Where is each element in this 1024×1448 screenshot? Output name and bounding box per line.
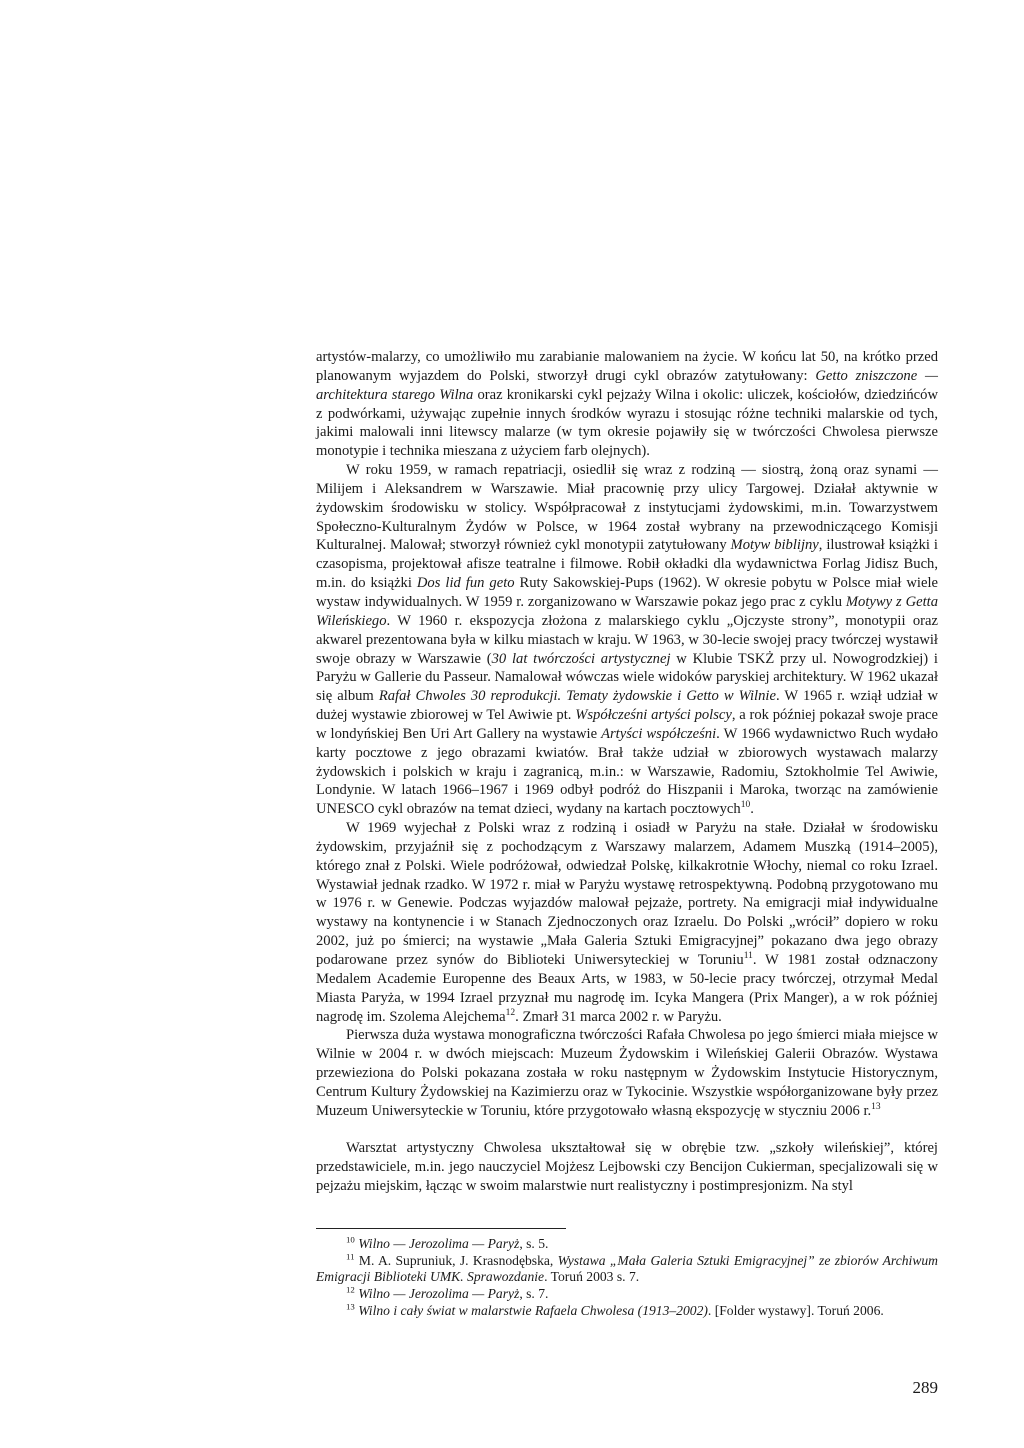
italic-title: Dos lid fun geto xyxy=(416,575,515,592)
text-run: , s. 5. xyxy=(519,1236,549,1251)
text-run: W 1969 wyjechał z Polski wraz z rodziną i osiadł w Paryżu na stałe. Działał w środowisku żydowskim, przyjaźnił się z pochodzącym z Warszawy malarzem, Adamem Muszką (1914–2005), którego znał z Polski. Wiele podróżował, odwiedzał Polskę, kilkakrotnie Włochy, niemal co roku Izrael. Wystawiał jednak rzadko. W 1972 r. miał w Paryżu wystawę retrospektywną. Podobną przygotowano mu w 1976 r. w Genewie. Podczas wyjazdów malował pejzaże, portrety. Na emigracji miał indywidualne wystawy na kontynencie i w Stanach Zjednoczonych oraz Izraelu. Do Polski „wrócił” dopiero w roku 2002, już po śmierci; na wystawie „Mała Galeria Sztuki Emigracyjnej” pokazano dwa jego obrazy podarowane przez synów do Biblioteki Uniwersyteckiej w Toruniu xyxy=(316,820,938,968)
text-run: . W 1981 został odznaczony Medalem Academie Europenne des Beaux Arts, w 1983, w 50-lecie pracy twórczej, otrzymał Medal Miasta Paryża, w 1994 Izrael przyznał mu nagrodę im. Icyka Mangera (Prix Manger), a w rok później nagrodę im. Szolema Alejchema xyxy=(316,952,938,1025)
footnotes xyxy=(316,1236,938,1320)
body-text xyxy=(316,348,938,1196)
paragraph xyxy=(316,1026,938,1120)
text-run: W roku 1959, w ramach repatriacji, osiedlił się wraz z rodziną — siostrą, żoną oraz synami — Milijem i Aleksandrem w Warszawie. Miał pracownię przy ulicy Targowej. Działał aktywnie w żydowskim środowisku w stolicy. Współpracował z instytucjami żydowskimi, m.in. Towarzystwem Społeczno-Kulturalnym Żydów w Polsce, w 1964 został wybrany na przewodniczącego Komisji Kulturalnej. Malował; stworzył również cykl monotypii zatytułowany xyxy=(316,462,938,554)
footnote xyxy=(316,1303,938,1320)
italic-title: Wystawa „Mała Galeria Sztuki Emigracyjnej” ze zbiorów Archiwum Emigracji Biblioteki UMK. Sprawozdanie xyxy=(316,1252,938,1285)
text-run: , ilustrował książki i czasopisma, projektował afisze teatralne i filmowe. Robił okładki dla wydawnictwa Forlag Jidisz Buch, m.in. do książki xyxy=(316,537,938,592)
text-run: , a rok później pokazał swoje prace w londyńskiej Ben Uri Art Gallery na wystawie xyxy=(316,707,939,742)
italic-title: Wilno — Jerozolima — Paryż xyxy=(358,1286,520,1302)
paragraph xyxy=(316,1139,938,1196)
text-run: artystów-malarzy, co umożliwiło mu zarabianie malowaniem na życie. W końcu lat 50, na krótko przed planowanym wyjazdem do Polski, stworzył drugi cykl obrazów zatytułowany: xyxy=(316,349,938,384)
italic-title: Motywy z Getta Wileńskiego xyxy=(316,593,938,629)
paragraph xyxy=(316,348,938,461)
footnote xyxy=(316,1253,938,1286)
text-run: . Zmarł 31 marca 2002 r. w Paryżu. xyxy=(515,1008,722,1025)
italic-title: Rafał Chwoles 30 reprodukcji. Tematy żydowskie i Getto w Wilnie xyxy=(378,688,776,705)
text-run: . W 1965 r. wziął udział w dużej wystawie zbiorowej w Tel Awiwie pt. xyxy=(316,688,938,724)
footnote-ref: 13 xyxy=(346,1301,355,1312)
italic-title: 30 lat twórczości artystycznej xyxy=(491,650,671,667)
text-run: w Klubie TSKŻ przy ul. Nowogrodzkiej) i Paryżu w Gallerie du Passeur. Namalował wówczas wiele widoków paryskiej architektury. W 1962 ukazał się album xyxy=(316,650,938,705)
text-run: . W 1960 r. ekspozycja złożona z malarskiego cyklu „Ojczyste strony”, monotypii oraz akwarel prezentowana była w kilku miastach w kraju. W 1963, w 30-lecie swojej pracy twórczej wystawił swoje obrazy w Warszawie ( xyxy=(316,612,938,667)
text-run: Warsztat artystyczny Chwolesa ukształtował się w obrębie tzw. „szkoły wileńskiej”, której przedstawiciele, m.in. jego nauczyciel Mojżesz Lejbowski czy Bencijon Cukierman, specjalizowali się w pejzażu miejskim, łącząc w swoim malarstwie nurt realistyczny i postimpresjonizm. Na styl xyxy=(316,1140,938,1195)
text-run: . xyxy=(750,801,754,818)
text-run: . W 1966 wydawnictwo Ruch wydało karty pocztowe z jego obrazami kwiatów. Brał także udział w zbiorowych wystawach malarzy żydowskich i polskich w kraju i zagranicą, m.in.: w Warszawie, Radomiu, Sztokholmie Tel Awiwie, Londynie. W latach 1966–1967 i 1969 odbył podróż do Hiszpanii i Maroka, tworząc na zamówienie UNESCO cykl obrazów na temat dzieci, wydany na kartach pocztowych xyxy=(316,725,938,818)
paragraph xyxy=(316,461,938,819)
footnote xyxy=(316,1236,938,1253)
footnote-ref: 11 xyxy=(346,1251,355,1262)
text-run: . [Folder wystawy]. Toruń 2006. xyxy=(707,1302,884,1318)
footnote-ref: 13 xyxy=(871,1101,881,1112)
footnote xyxy=(316,1286,938,1303)
footnote-ref: 11 xyxy=(743,951,753,962)
italic-title: Współcześni artyści polscy xyxy=(575,707,732,724)
text-run: Pierwsza duża wystawa monograficzna twórczości Rafała Chwolesa po jego śmierci miała miejsce w Wilnie w 2004 r. w dwóch miejscach: Muzeum Żydowskim i Wileńskiej Galerii Obrazów. Wystawa przewieziona do Polski pokazana została w roku następnym w Żydowskim Instytucie Historycznym, Centrum Kultury Żydowskiej na Kazimierzu oraz w Tykocinie. Wszystkie współorganizowane były przez Muzeum Uniwersyteckie w Toruniu, które przygotowało własną ekspozycję w styczniu 2006 r. xyxy=(316,1027,938,1119)
text-run: . Toruń 2003 s. 7. xyxy=(544,1269,640,1285)
paragraph xyxy=(316,819,938,1026)
text-run: Ruty Sakowskiej-Pups (1962). W okresie pobytu w Polsce miał wiele wystaw indywidualnych. W 1959 r. zorganizowano w Warszawie pokaz jego prac z cyklu xyxy=(316,575,938,610)
italic-title: Wilno — Jerozolima — Paryż xyxy=(358,1236,520,1251)
text-run: M. A. Supruniuk, J. Krasnodębska, xyxy=(354,1252,558,1268)
italic-title: Wilno i cały świat w malarstwie Rafaela Chwolesa (1913–2002) xyxy=(358,1302,708,1318)
italic-title: Artyści współcześni xyxy=(601,725,717,742)
footnote-ref: 10 xyxy=(346,1234,355,1245)
footnote-separator xyxy=(316,1228,566,1229)
text-run: , s. 7. xyxy=(519,1286,549,1302)
footnote-ref: 12 xyxy=(505,1007,516,1018)
text-run: oraz kronikarski cykl pejzaży Wilna i okolic: uliczek, kościołów, dziedzińców z podwórkami, używając zupełnie innych środków wyrazu i stosując różne techniki malarskie od tych, jakimi malowali inni litewscy malarze (w tym okresie pojawiły się w twórczości Chwolesa pierwsze monotypie i technika mieszana z użyciem farb olejnych). xyxy=(316,386,938,460)
italic-title: Getto zniszczone — architektura starego Wilna xyxy=(316,367,938,403)
page-number: 289 xyxy=(912,1378,938,1397)
footnote-ref: 10 xyxy=(740,800,751,811)
footnote-ref: 12 xyxy=(346,1284,355,1295)
italic-title: Motyw biblijny xyxy=(730,537,819,554)
